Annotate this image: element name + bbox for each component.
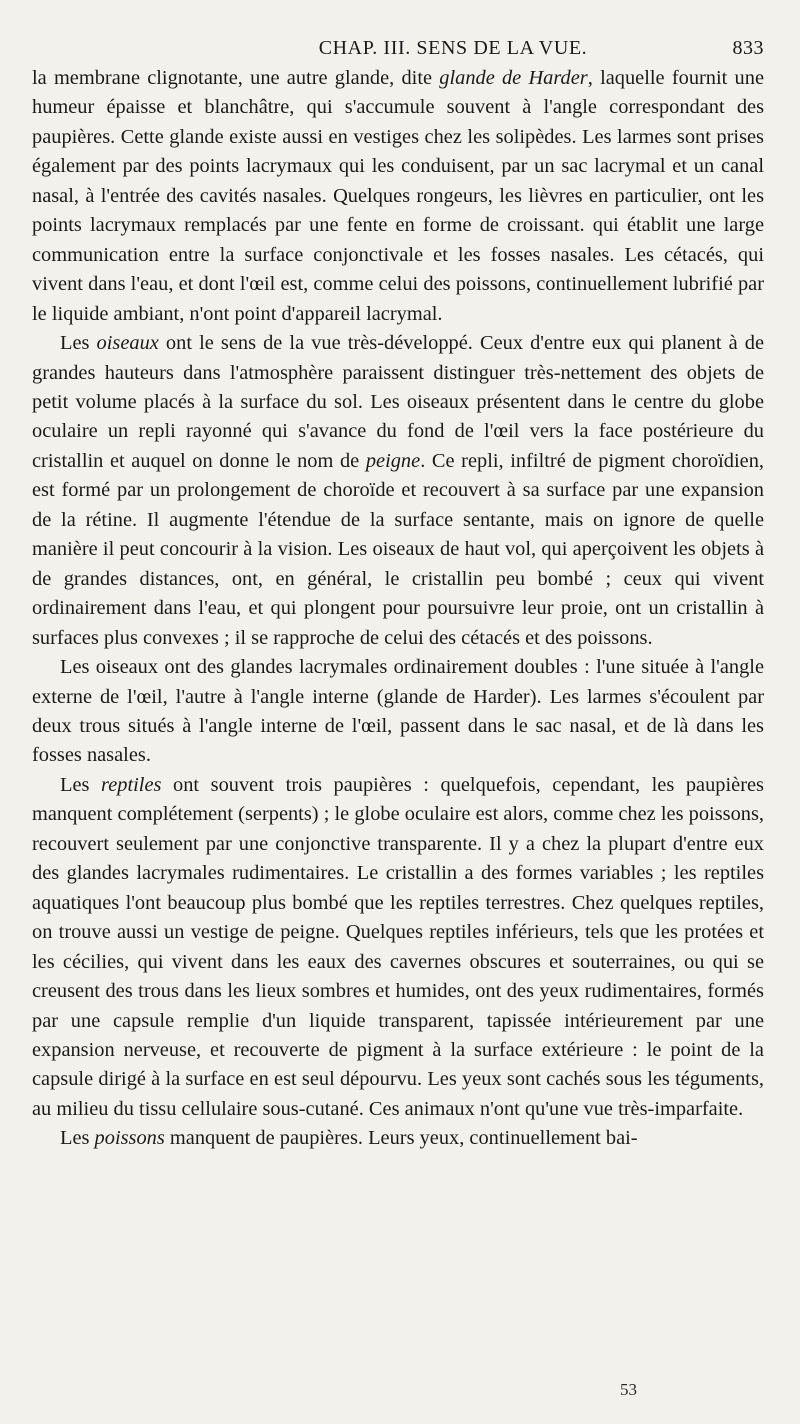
text-run: , laquelle fournit une humeur épaisse et blanchâtre, qui s'accumule souvent à l'angle correspondant des paupières. Cette glande existe aussi en vestiges chez les solipèdes. Les larmes sont prises également par des points lacrymaux qui les conduisent, par un sac lacrymal et un canal nasal, à l'entrée des cavités nasales. Quelques rongeurs, les lièvres en particulier, ont les points lacrymaux remplacés par une fente en forme de croissant. qui établit une large communication entre la surface conjonctivale et les fosses nasales. Les cétacés, qui vivent dans l'eau, et dont l'œil est, comme celui des poissons, continuellement lubrifié par le liquide ambiant, n'ont point d'appareil lacrymal.	[32, 67, 764, 325]
text-run: Les	[60, 1127, 95, 1150]
running-header	[32, 34, 764, 62]
italic-term: reptiles	[101, 773, 162, 796]
text-run: la membrane clignotante, une autre glande, dite	[32, 67, 440, 89]
italic-term: peigne	[365, 449, 421, 472]
paragraph	[32, 64, 764, 329]
page-number: 833	[732, 37, 764, 59]
text-run: . Ce repli, infiltré de pigment choroïdien, est formé par un prolongement de choroïde et recouvert à sa surface par une expansion de la rétine. Il augmente l'étendue de la surface sentante, mais on ignore de quelle manière il peut concourir à la vision. Les oiseaux de haut vol, qui aperçoivent les objets à de grandes distances, ont, en général, le cristallin peu bombé ; ceux qui vivent ordinairement dans l'eau, et qui plongent pour poursuivre leur proie, ont un cristallin à surfaces plus convexes ; il se rapproche de celui des cétacés et des poissons.	[32, 449, 764, 649]
italic-term: oiseaux	[96, 332, 159, 355]
chapter-title: CHAP. III. SENS DE LA VUE.	[318, 37, 588, 59]
italic-term: poissons	[94, 1127, 165, 1150]
paragraph	[32, 1124, 764, 1153]
text-run: manquent de paupières. Leurs yeux, continuellement bai-	[164, 1127, 638, 1150]
text-run: Les oiseaux ont des glandes lacrymales ordinairement doubles : l'une située à l'angle externe de l'œil, l'autre à l'angle interne (glande de Harder). Les larmes s'écoulent par deux trous situés à l'angle interne de l'œil, passent dans le sac nasal, et de là dans les fosses nasales.	[32, 656, 764, 767]
text-run: ont souvent trois paupières : quelquefois, cependant, les paupières manquent complétement (serpents) ; le globe oculaire est alors, comme chez les poissons, recouvert seulement par une conjonctive transparente. Il y a chez la plupart d'entre eux des glandes lacrymales rudimentaires. Le cristallin a des formes variables ; les reptiles aquatiques l'ont beaucoup plus bombé que les reptiles terrestres. Chez quelques reptiles, on trouve aussi un vestige de peigne. Quelques reptiles inférieurs, tels que les protées et les cécilies, qui vivent dans les eaux des cavernes obscures et souterraines, ou qui se creusent des trous dans les lieux sombres et humides, ont des yeux rudimentaires, formés par une capsule remplie d'un liquide transparent, tapissée intérieurement par une expansion nerveuse, et recouverte de pigment à la surface extérieure : le point de la capsule dirigé à la surface en est seul dépourvu. Les yeux sont cachés sous les téguments, au milieu du tissu cellulaire sous-cutané. Ces animaux n'ont qu'une vue très-imparfaite.	[32, 773, 764, 1120]
paragraph	[32, 329, 764, 653]
text-run: Les	[60, 332, 97, 355]
text-run: Les	[60, 773, 102, 796]
body-text	[32, 64, 764, 1154]
paragraph	[32, 771, 764, 1124]
paragraph	[32, 653, 764, 771]
text-run: ont le sens de la vue très-développé. Ceux d'entre eux qui planent à de grandes hauteurs dans l'atmosphère paraissent distinguer très-nettement des objets de petit volume placés à la surface du sol. Les oiseaux présentent dans le centre du globe oculaire un repli rayonné qui s'avance du fond de l'œil vers la face postérieure du cristallin et auquel on donne le nom de	[32, 332, 764, 472]
signature-mark: 53	[620, 1380, 637, 1399]
italic-term: glande de Harder	[439, 67, 588, 89]
